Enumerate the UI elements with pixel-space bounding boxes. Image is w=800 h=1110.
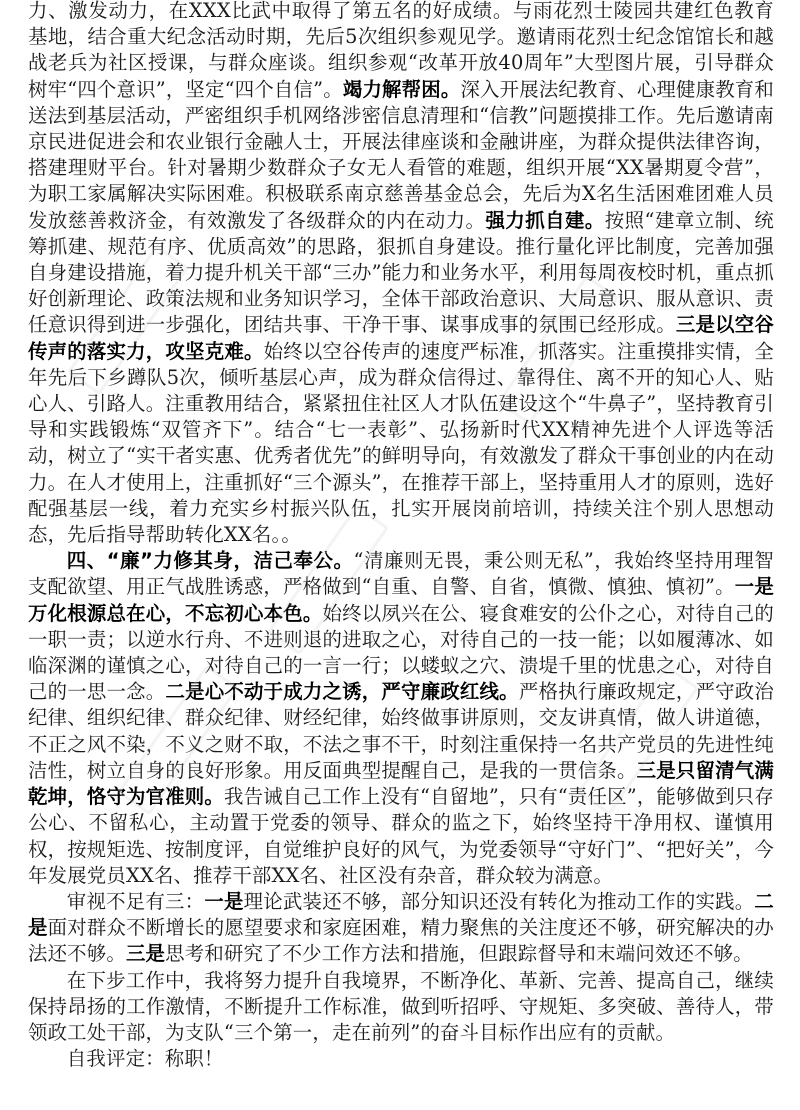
paragraph-next-steps bbox=[28, 968, 774, 1047]
bold-heading-three: 三是只留清气满乾坤，恪守为官准则。 bbox=[28, 758, 774, 809]
text-run: 始终以空谷传声的速度严标准，抓落实。注重摸排实情，全年先后下乡蹲队5次，倾听基层心声，成为群众信得过、靠得住、离不开的知心人、贴心人、引路人。注重教用结合，紧紧扭住社区人才队伍建设这个“牛鼻子”，坚持教育引导和实践锻炼“双管齐下”。结合“七一表彰”、弘扬新时代XX精神先进个人评选等活动，树立了“实干者实惠、优秀者优先”的鲜明导向，有效激发了群众干事创业的内在动力。在人才使用上，注重抓好“三个源头”，在推荐干部上，坚持重用人才的原则，选好配强基层一线，着力充实乡村振兴队伍，扎实开展岗前培训，持续关注个别人思想动态，先后指导帮助转化XX名。。 bbox=[28, 339, 774, 547]
text-run: “清廉则无畏，秉公则无私”，我始终坚持用理智支配欲望、用正气战胜诱惑，严格做到“自重、自警、自省，慎微、慎独、慎初”。 bbox=[28, 549, 774, 599]
document-body bbox=[28, 0, 774, 1072]
text-run: 严格执行廉政规定，严守政治纪律、组织纪律、群众纪律、财经纪律，始终做事讲原则，交友讲真情，做人讲道德，不正之风不染，不义之财不取，不法之事不干，时刻注重保持一名共产党员的先进性纯洁性，树立自身的良好形象。用反面典型提醒自己，是我的一贯信条。 bbox=[28, 680, 775, 782]
bold-marker-three: 三是 bbox=[125, 942, 166, 966]
section-heading-four: 四、“廉”力修其身，洁己奉公。 bbox=[66, 549, 354, 573]
text-run: 审视不足有三： bbox=[66, 889, 205, 913]
paragraph-work-summary bbox=[28, 0, 774, 548]
text-run: 我告诫自己工作上没有“自留地”，只有“责任区”，能够做到只存公心、不留私心，主动置于党委的领导、群众的监之下，始终坚持干净用权、谨慎用权，按规矩选、按制度评，自觉维护良好的风气，为党委领导“守好门”、“把好关”，今年发展党员XX名、推荐干部XX名、社区没有杂音，群众较为满意。 bbox=[28, 785, 775, 887]
bold-marker-two: 二是 bbox=[28, 889, 775, 940]
bold-heading-two: 二是心不动于成力之诱，严守廉政红线。 bbox=[165, 680, 519, 704]
text-run: 力、激发动力，在XXX比武中取得了第五名的好成绩。与雨花烈士陵园共建红色教育基地，结合重大纪念活动时期，先后5次组织参观见学。邀请雨花烈士纪念馆馆长和越战老兵为社区授课，与群众座谈。组织参观“改革开放40周年”大型图片展，引导群众树牢“四个意识”，坚定“四个自信”。 bbox=[28, 0, 774, 101]
bold-heading-one: 一是万化根源总在心，不忘初心本色。 bbox=[28, 575, 774, 625]
text-run: 面对群众不断增长的愿望要求和家庭困难，精力聚焦的关注度还不够，研究解决的办法还不够。 bbox=[28, 916, 774, 966]
paragraph-self-assessment bbox=[28, 1046, 774, 1072]
self-assessment-text: 自我评定：称职！ bbox=[66, 1047, 224, 1071]
text-run: 思考和研究了不少工作方法和措施，但跟踪督导和末端问效还不够。 bbox=[165, 942, 753, 966]
text-run: 理论武装还不够，部分知识还没有转化为推动工作的实践。 bbox=[243, 889, 755, 913]
text-run: 在下步工作中，我将努力提升自我境界，不断净化、革新、完善、提高自己，继续保持昂扬的工作激情，不断提升工作标准，做到听招呼、守规矩、多突破、善待人，带领政工处干部，为支队“三个第一，走在前列”的奋斗目标作出应有的贡献。 bbox=[28, 968, 774, 1044]
text-run: 始终以夙兴在公、寝食难安的公仆之心，对待自己的一职一责；以逆水行舟、不进则退的进取之心，对待自己的一技一能；以如履薄冰、如临深渊的谨慎之心，对待自己的一言一行；以蝼蚁之穴、溃堤千里的忧患之心，对待自己的一思一念。 bbox=[28, 601, 775, 704]
bold-heading-help-poor: 竭力解帮困。 bbox=[342, 77, 461, 101]
paragraph-integrity bbox=[28, 548, 774, 889]
text-run: 按照“建章立制、统筹抓建、规范有序、优质高效”的思路，狠抓自身建设。推行量化评比制度，完善加强自身建设措施，着力提升机关干部“三办”能力和业务水平，利用每周夜校时机，重点抓好创新理论、政策法规和业务知识学习，全体干部政治意识、大局意识、服从意识、责任意识得到进一步强化，团结共事、干净干事、谋事成事的氛围已经形成。 bbox=[28, 208, 775, 337]
bold-heading-self-build: 强力抓自建。 bbox=[485, 208, 605, 232]
text-run: 深入开展法纪教育、心理健康教育和送法到基层活动，严密组织手机网络涉密信息清理和“信教”问题摸排工作。先后邀请南京民进促进会和农业银行金融人士，开展法律座谈和金融讲座，为群众提供法律咨询，搭建理财平台。针对暑期少数群众子女无人看管的难题，组织开展“XX暑期夏令营”，为职工家属解决实际困难。积极联系南京慈善基金总会，先后为X名生活困难团难人员发放慈善救济金，有效激发了各级群众的内在动力。 bbox=[28, 77, 774, 232]
bold-heading-point-three: 三是以空谷传声的落实力，攻坚克难。 bbox=[28, 313, 774, 363]
paragraph-shortcomings bbox=[28, 889, 774, 968]
bold-marker-one: 一是 bbox=[204, 889, 244, 913]
